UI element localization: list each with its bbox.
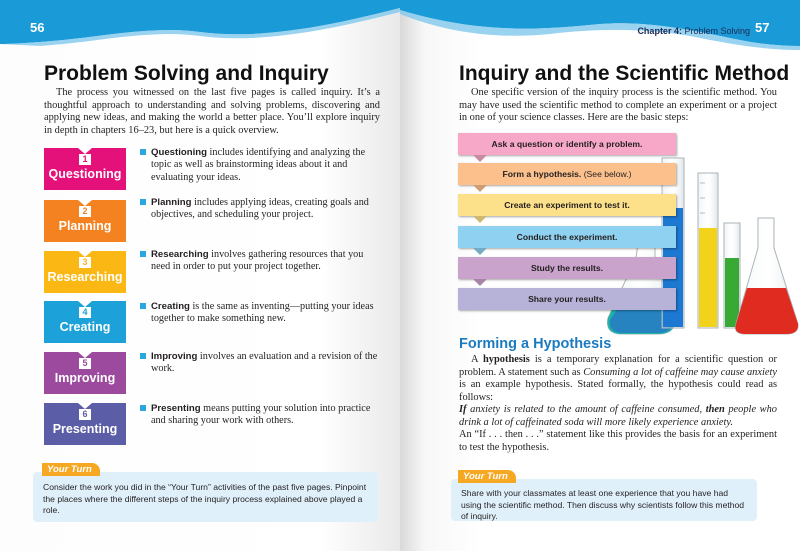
flow-arrow-icon [473, 216, 487, 223]
flow-step-text: Study the results. [530, 263, 604, 273]
intro-text: One specific version of the inquiry process is the scientific method. You may have used the scientific method to complete an experiment or a project in one of your science classes. Here are the basic steps: [459, 87, 777, 124]
step-label: Questioning [48, 167, 122, 181]
your-turn-label: Your Turn [42, 463, 100, 476]
chapter-title: Problem Solving [681, 26, 750, 36]
step-description [140, 351, 378, 376]
bullet-icon [140, 199, 146, 205]
flow-arrow-icon [473, 248, 487, 255]
step-term: Researching [151, 249, 209, 260]
flow-step-2 [458, 163, 676, 185]
step-notch [78, 352, 92, 358]
your-turn-box [451, 479, 757, 521]
flow-arrow-icon [473, 155, 487, 162]
formal-hypothesis [459, 404, 777, 429]
chapter-header [637, 26, 750, 36]
if-then-paragraph [459, 429, 777, 454]
para-text: An “If . . . then . . .” statement like this provides the basis for an experiment to test the hypothesis. [459, 429, 777, 453]
section-subtitle: Forming a Hypothesis [459, 336, 612, 352]
step-box-planning [44, 200, 126, 242]
then-keyword: then [705, 404, 725, 415]
header-wave [400, 0, 800, 50]
hypothesis-paragraph [459, 354, 777, 404]
flow-step-text: Conduct the experiment. [516, 232, 618, 242]
hyp-text: anxiety is related to the amount of caffeine consumed, [466, 404, 706, 415]
step-description [140, 249, 378, 274]
hypothesis-term: hypothesis [483, 354, 530, 365]
your-turn-text: Share with your classmates at least one experience that you have had using the scientific method. Then discuss why scientists follow this method of inquiry. [461, 488, 745, 521]
page-title: Problem Solving and Inquiry [44, 62, 329, 85]
step-desc-text: means putting your solution into practice and sharing your work with others. [151, 403, 371, 427]
step-notch [78, 200, 92, 206]
chapter-prefix: Chapter 4: [637, 26, 682, 36]
flow-step-5 [458, 257, 676, 279]
step-desc-text: involves gathering resources that you need in order to put your project together. [151, 249, 364, 273]
step-term: Improving [151, 351, 198, 362]
step-box-questioning [44, 148, 126, 190]
step-box-presenting [44, 403, 126, 445]
step-term: Creating [151, 301, 190, 312]
flow-step-4 [458, 226, 676, 248]
para-text: is a temporary explanation for a scientific question or problem. A statement such as [459, 354, 777, 378]
intro-paragraph [44, 87, 380, 137]
bullet-icon [140, 251, 146, 257]
hyp-text: people who drink a lot of caffeinated soda will more likely experience anxiety. [459, 404, 777, 428]
step-label: Researching [47, 270, 123, 284]
step-desc-text: is the same as inventing—putting your ideas together to make something new. [151, 301, 374, 325]
flow-step-1 [458, 133, 676, 155]
step-description [140, 147, 378, 184]
flow-step-3 [458, 194, 676, 216]
intro-paragraph [459, 87, 777, 125]
step-label: Creating [59, 320, 111, 334]
step-label: Planning [58, 219, 112, 233]
page-number: 57 [755, 20, 770, 35]
flow-arrow-icon [473, 279, 487, 286]
bullet-icon [140, 303, 146, 309]
step-desc-text: includes identifying and analyzing the topic as well as brainstorming ideas about it and evaluating your ideas. [151, 147, 366, 183]
step-number: 4 [79, 307, 91, 318]
page-number: 56 [30, 20, 45, 35]
step-box-researching [44, 251, 126, 293]
flow-step-text: Share your results. [528, 294, 606, 304]
step-number: 5 [79, 358, 91, 369]
your-turn-text: Consider the work you did in the “Your Turn” activities of the past five pages. Pinpoint the places where the different steps of the inquiry process explained above played a role. [43, 482, 367, 515]
flow-step-text: Form a hypothesis. [502, 169, 582, 179]
flow-step-6 [458, 288, 676, 310]
step-notch [78, 403, 92, 409]
step-notch [78, 148, 92, 154]
step-box-improving [44, 352, 126, 394]
flow-step-text: Create an experiment to test it. [504, 200, 630, 210]
flow-step-note: (See below.) [581, 169, 632, 179]
step-term: Planning [151, 197, 192, 208]
step-desc-text: involves an evaluation and a revision of the work. [151, 351, 378, 375]
step-notch [78, 251, 92, 257]
step-description [140, 403, 378, 428]
step-term: Questioning [151, 147, 207, 158]
step-description [140, 197, 378, 222]
your-turn-box [33, 472, 378, 522]
step-term: Presenting [151, 403, 201, 414]
example-hypothesis: Consuming a lot of caffeine may cause anxiety [583, 366, 777, 378]
step-number: 6 [79, 409, 91, 420]
bullet-icon [140, 405, 146, 411]
step-number: 3 [79, 257, 91, 268]
if-keyword: If [459, 404, 467, 415]
para-text: A [471, 354, 484, 365]
step-description [140, 301, 378, 326]
step-notch [78, 301, 92, 307]
page-title: Inquiry and the Scientific Method [459, 62, 790, 85]
flow-arrow-icon [473, 185, 487, 192]
bullet-icon [140, 149, 146, 155]
para-text: is an example hypothesis. Stated formally, the hypothesis could read as follows: [459, 379, 777, 403]
step-number: 1 [79, 154, 91, 165]
step-box-creating [44, 301, 126, 343]
intro-text: The process you witnessed on the last five pages is called inquiry. It’s a thoughtful approach to understanding and solving problems, discovering and applying new ideas, and making the world a better place. You’ll explore inquiry in depth in chapters 16–23, but here is a quick overview. [44, 87, 380, 136]
step-label: Improving [54, 371, 116, 385]
step-label: Presenting [52, 422, 118, 436]
step-number: 2 [79, 206, 91, 217]
header-wave [0, 0, 400, 50]
step-desc-text: includes applying ideas, creating goals and objectives, and scheduling your project. [151, 197, 369, 221]
bullet-icon [140, 353, 146, 359]
your-turn-label: Your Turn [458, 470, 516, 483]
flow-step-text: Ask a question or identify a problem. [491, 139, 643, 149]
